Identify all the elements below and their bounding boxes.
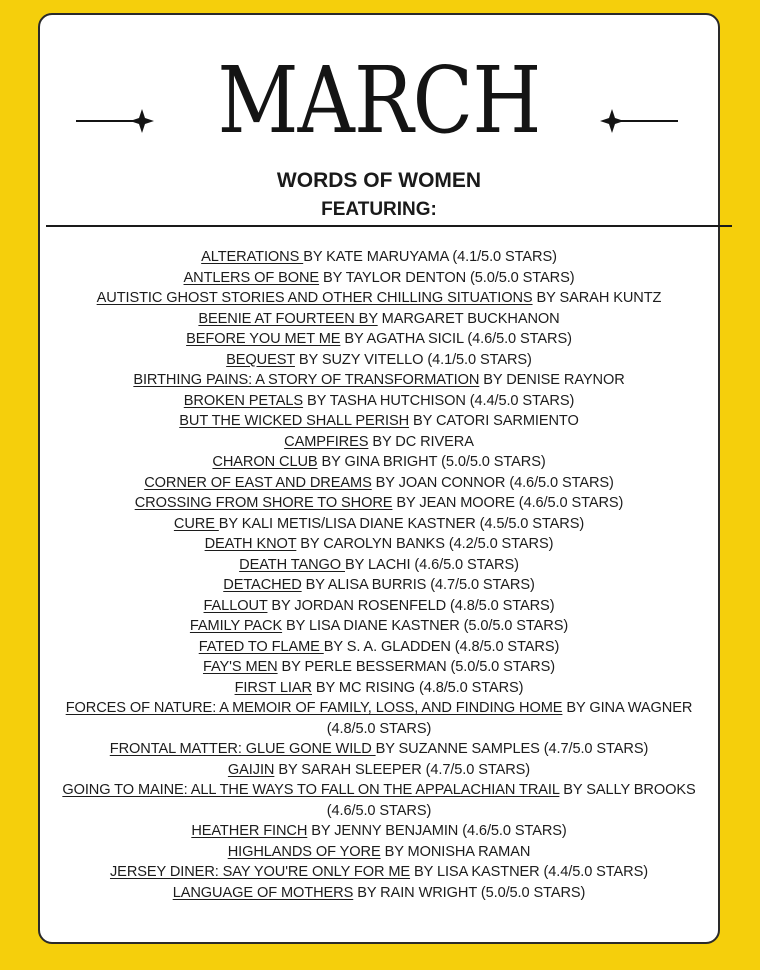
- book-title: FATED TO FLAME: [198, 638, 324, 655]
- book-author: BY SALLY BROOKS (4.6/5.0 STARS): [326, 782, 696, 819]
- book-author: BY LISA DIANE KASTNER (5.0/5.0 STARS): [282, 618, 569, 634]
- book-entry: [40, 575, 718, 596]
- book-title: FALLOUT: [203, 597, 268, 614]
- book-author: BY JENNY BENJAMIN (4.6/5.0 STARS): [307, 823, 567, 839]
- book-entry: [40, 555, 718, 576]
- book-title: BEFORE YOU MET ME: [186, 331, 341, 347]
- book-title: FORCES OF NATURE: A MEMOIR OF FAMILY, LOSS, AND FINDING HOME: [65, 700, 563, 716]
- divider: [46, 225, 732, 227]
- book-list: [40, 247, 718, 903]
- book-author: BY SARAH KUNTZ: [532, 290, 662, 306]
- book-entry: [40, 678, 718, 699]
- book-entry: [40, 739, 718, 760]
- book-author: BY MONISHA RAMAN: [380, 843, 531, 860]
- book-entry: [40, 821, 718, 842]
- book-title: HIGHLANDS OF YORE: [227, 843, 381, 860]
- subtitle: WORDS OF WOMEN: [276, 169, 482, 192]
- book-entry: [40, 862, 718, 883]
- featuring-label: FEATURING:: [321, 199, 437, 220]
- book-title: BROKEN PETALS: [183, 392, 304, 409]
- book-title: FRONTAL MATTER: GLUE GONE WILD: [109, 741, 376, 757]
- book-entry: [40, 411, 718, 432]
- book-author: BY CAROLYN BANKS (4.2/5.0 STARS): [296, 536, 554, 552]
- book-title: BEENIE AT FOURTEEN BY: [198, 310, 378, 327]
- book-title: CORNER OF EAST AND DREAMS: [144, 474, 372, 491]
- book-author: BY GINA WAGNER (4.8/5.0 STARS): [326, 700, 693, 737]
- book-author: BY KALI METIS/LISA DIANE KASTNER (4.5/5.0 STARS): [218, 515, 585, 532]
- book-title: GAIJIN: [227, 761, 275, 778]
- book-author: BY TASHA HUTCHISON (4.4/5.0 STARS): [303, 392, 575, 409]
- book-author: BY S. A. GLADDEN (4.8/5.0 STARS): [323, 638, 560, 655]
- book-author: BY DC RIVERA: [368, 433, 474, 450]
- book-title: BEQUEST: [226, 351, 295, 368]
- book-title: FIRST LIAR: [234, 679, 312, 696]
- book-title: FAMILY PACK: [189, 618, 283, 634]
- book-entry: [40, 842, 718, 863]
- book-entry: [40, 493, 718, 514]
- book-title: BIRTHING PAINS: A STORY OF TRANSFORMATION: [133, 372, 480, 388]
- book-title: BUT THE WICKED SHALL PERISH: [179, 413, 410, 429]
- book-entry: [40, 698, 718, 739]
- book-title: LANGUAGE OF MOTHERS: [172, 884, 354, 901]
- book-entry: [40, 616, 718, 637]
- book-entry: [40, 391, 718, 412]
- book-entry: [40, 309, 718, 330]
- book-entry: [40, 534, 718, 555]
- book-author: BY KATE MARUYAMA (4.1/5.0 STARS): [303, 249, 557, 265]
- book-author: BY CATORI SARMIENTO: [409, 413, 579, 429]
- book-author: BY JOAN CONNOR (4.6/5.0 STARS): [371, 474, 614, 491]
- book-author: BY LISA KASTNER (4.4/5.0 STARS): [410, 864, 649, 880]
- book-entry: [40, 760, 718, 781]
- book-title: GOING TO MAINE: ALL THE WAYS TO FALL ON THE APPALACHIAN TRAIL: [62, 782, 560, 798]
- book-title: CHARON CLUB: [212, 454, 318, 470]
- book-author: BY TAYLOR DENTON (5.0/5.0 STARS): [319, 269, 575, 286]
- book-entry: [40, 247, 718, 268]
- book-entry: [40, 268, 718, 289]
- book-title: CROSSING FROM SHORE TO SHORE: [134, 495, 393, 511]
- book-author: BY JEAN MOORE (4.6/5.0 STARS): [392, 495, 624, 511]
- book-title: DEATH KNOT: [204, 536, 297, 552]
- book-title: ALTERATIONS: [201, 249, 304, 265]
- book-title: FAY'S MEN: [202, 659, 278, 675]
- book-title: CAMPFIRES: [284, 433, 369, 450]
- book-entry: [40, 637, 718, 658]
- book-title: CURE: [173, 515, 219, 532]
- book-entry: [40, 288, 718, 309]
- book-author: BY LACHI (4.6/5.0 STARS): [344, 556, 519, 573]
- book-entry: [40, 883, 718, 904]
- book-entry: [40, 473, 718, 494]
- book-entry: [40, 350, 718, 371]
- book-entry: [40, 452, 718, 473]
- book-author: BY AGATHA SICIL (4.6/5.0 STARS): [340, 331, 572, 347]
- book-entry: [40, 780, 718, 821]
- book-author: BY GINA BRIGHT (5.0/5.0 STARS): [317, 454, 546, 470]
- book-author: BY PERLE BESSERMAN (5.0/5.0 STARS): [277, 659, 555, 675]
- poster-card: [38, 13, 720, 944]
- book-entry: [40, 432, 718, 453]
- page-title: MARCH: [217, 47, 541, 154]
- book-entry: [40, 329, 718, 350]
- book-entry: [40, 370, 718, 391]
- book-title: DEATH TANGO: [239, 556, 345, 573]
- book-author: BY SUZANNE SAMPLES (4.7/5.0 STARS): [375, 741, 649, 757]
- book-author: BY RAIN WRIGHT (5.0/5.0 STARS): [353, 884, 586, 901]
- book-entry: [40, 514, 718, 535]
- book-entry: [40, 657, 718, 678]
- book-title: HEATHER FINCH: [191, 823, 308, 839]
- book-title: ANTLERS OF BONE: [183, 269, 320, 286]
- book-author: BY DENISE RAYNOR: [479, 372, 625, 388]
- book-author: BY SARAH SLEEPER (4.7/5.0 STARS): [274, 761, 531, 778]
- book-title: JERSEY DINER: SAY YOU'RE ONLY FOR ME: [109, 864, 411, 880]
- book-title: AUTISTIC GHOST STORIES AND OTHER CHILLING SITUATIONS: [96, 290, 533, 306]
- book-author: MARGARET BUCKHANON: [377, 310, 560, 327]
- book-author: BY JORDAN ROSENFELD (4.8/5.0 STARS): [267, 597, 555, 614]
- book-title: DETACHED: [223, 577, 302, 593]
- book-author: BY SUZY VITELLO (4.1/5.0 STARS): [294, 351, 532, 368]
- book-author: BY ALISA BURRIS (4.7/5.0 STARS): [301, 577, 535, 593]
- book-entry: [40, 596, 718, 617]
- book-author: BY MC RISING (4.8/5.0 STARS): [311, 679, 524, 696]
